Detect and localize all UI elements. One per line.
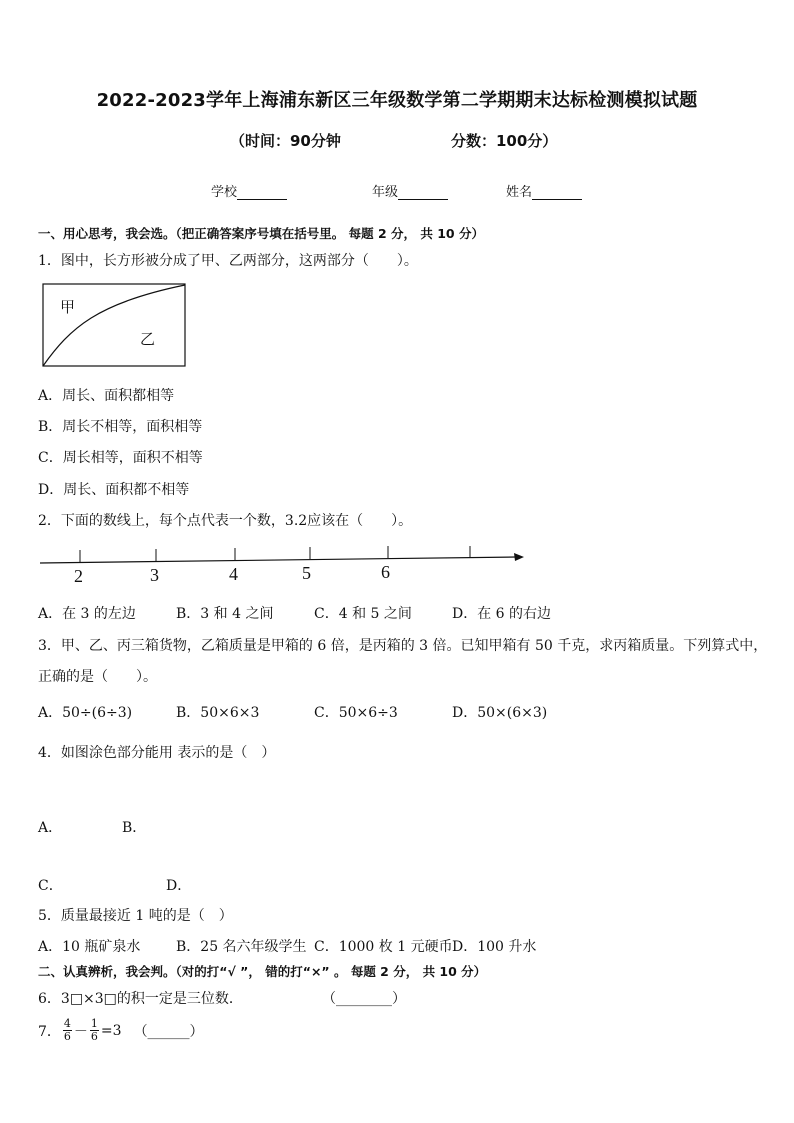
page-title: 2022-2023学年上海浦东新区三年级数学第二学期期末达标检测模拟试题: [96, 90, 698, 111]
tick-label: 6: [381, 562, 390, 582]
q3-option-b[interactable]: B．50×6×3: [176, 705, 260, 721]
region-label-yi: 乙: [140, 330, 156, 348]
question-2-stem: 2．下面的数线上，每个点代表一个数，3.2应该在（ ）。: [38, 513, 413, 529]
tick-label: 4: [229, 564, 238, 584]
question-4-stem: 4．如图涂色部分能用 表示的是（ ）: [38, 745, 276, 761]
question-3-stem-line1: 3．甲、乙、丙三箱货物，乙箱质量是甲箱的 6 倍，是丙箱的 3 倍。已知甲箱有 50 千克，求丙箱质量。下列算式中，: [38, 638, 768, 654]
school-field: [211, 181, 287, 200]
tick-label: 3: [150, 565, 159, 585]
q5-option-a[interactable]: A．10 瓶矿泉水: [38, 939, 141, 955]
fraction-one-sixth: [90, 1018, 99, 1043]
question-7: [38, 1018, 204, 1043]
fraction-numerator: 4: [63, 1017, 71, 1030]
q4-option-b[interactable]: B．: [122, 820, 147, 836]
exam-score: 分数：100分）: [451, 132, 558, 150]
grade-field: [372, 181, 448, 200]
fraction-denominator: 6: [90, 1030, 98, 1043]
fraction-numerator: 1: [90, 1017, 98, 1030]
q2-option-c[interactable]: C．4 和 5 之间: [314, 606, 412, 622]
q2-option-d[interactable]: D．在 6 的右边: [452, 606, 552, 622]
fraction-denominator: 6: [63, 1030, 71, 1043]
q2-option-a[interactable]: A．在 3 的左边: [38, 606, 136, 622]
q3-option-d[interactable]: D．50×(6×3): [452, 705, 548, 721]
q1-option-a[interactable]: A．周长、面积都相等: [38, 388, 175, 404]
q4-option-d[interactable]: D．: [166, 878, 192, 894]
q2-option-b[interactable]: B．3 和 4 之间: [176, 606, 274, 622]
school-blank[interactable]: [237, 185, 287, 200]
q1-option-d[interactable]: D．周长、面积都不相等: [38, 482, 190, 498]
q7-answer-blank[interactable]: （______）: [133, 1023, 204, 1040]
minus-sign: －: [73, 1023, 88, 1040]
grade-blank[interactable]: [398, 185, 448, 200]
q5-option-d[interactable]: D．100 升水: [452, 939, 537, 955]
q3-option-a[interactable]: A．50÷(6÷3): [38, 705, 133, 721]
q5-option-c[interactable]: C．1000 枚 1 元硬币: [314, 939, 453, 955]
number-line-axis: [40, 557, 516, 563]
grade-label: 年级: [372, 185, 399, 200]
number-line: [38, 545, 528, 571]
question-5-stem: 5．质量最接近 1 吨的是（ ）: [38, 908, 233, 924]
exam-time: （时间：90分钟: [230, 132, 341, 150]
section-1-heading: 一、用心思考，我会选。（把正确答案序号填在括号里。 每题 2 分， 共 10 分）: [38, 226, 484, 241]
tick-label: 2: [74, 566, 83, 586]
q4-option-a[interactable]: A．: [38, 820, 63, 836]
question-6-stem: 6．3□×3□的积一定是三位数．: [38, 991, 243, 1007]
q3-option-c[interactable]: C．50×6÷3: [314, 705, 398, 721]
question-3-stem-line2: 正确的是（ ）。: [38, 669, 157, 685]
q7-result: =3: [100, 1022, 122, 1039]
region-label-jia: 甲: [60, 298, 76, 316]
q4-option-c[interactable]: C．: [38, 878, 63, 894]
section-2-heading: 二、认真辨析，我会判。（对的打“√ ”， 错的打“×” 。 每题 2 分， 共 10 分）: [38, 964, 487, 979]
tick-label: 5: [302, 563, 311, 583]
fraction-four-sixths: [63, 1018, 72, 1043]
name-blank[interactable]: [532, 185, 582, 200]
q7-prefix: 7．: [38, 1023, 61, 1040]
q1-option-b[interactable]: B．周长不相等，面积相等: [38, 419, 203, 435]
number-line-arrow: [514, 553, 524, 561]
q1-option-c[interactable]: C．周长相等，面积不相等: [38, 450, 203, 466]
name-label: 姓名: [506, 185, 533, 200]
q5-option-b[interactable]: B．25 名六年级学生: [176, 939, 307, 955]
question-1-stem: 1．图中，长方形被分成了甲、乙两部分，这两部分（ ）。: [38, 253, 418, 269]
q6-answer-blank[interactable]: （________）: [322, 991, 406, 1007]
school-label: 学校: [211, 185, 238, 200]
name-field: [506, 181, 582, 200]
